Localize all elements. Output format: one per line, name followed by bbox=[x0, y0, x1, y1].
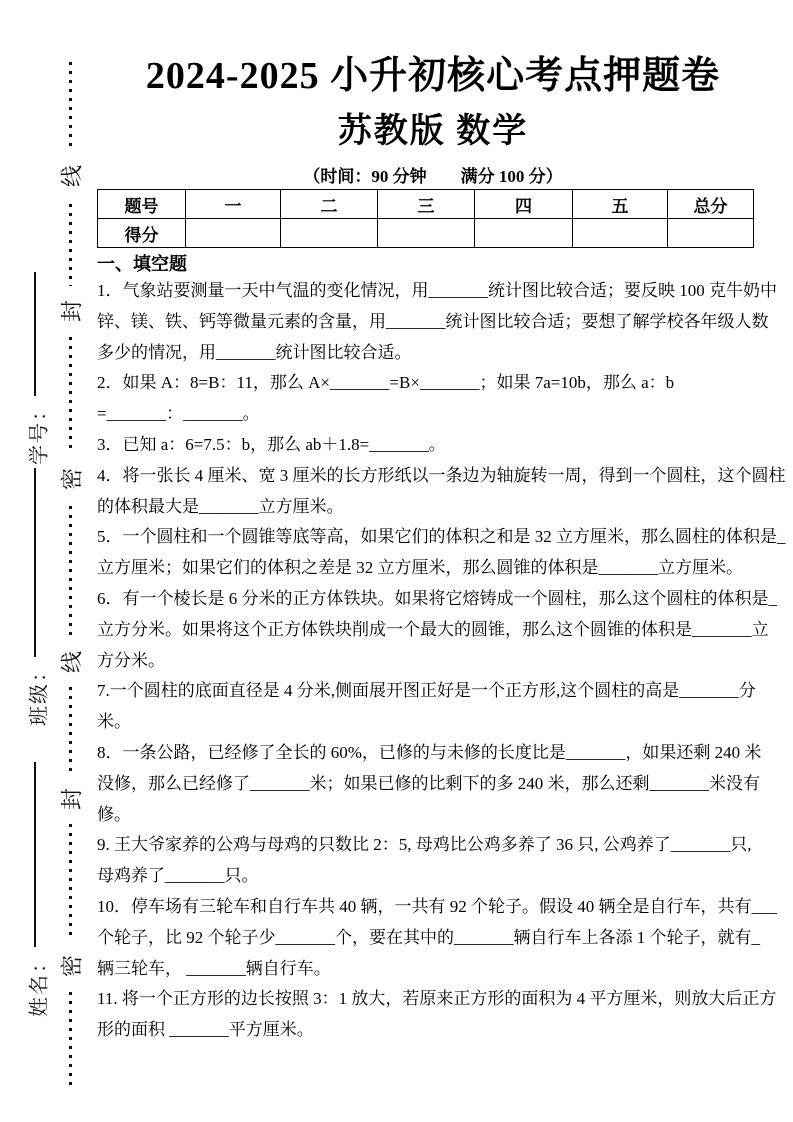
seal-char: 密 bbox=[59, 467, 85, 491]
question-line: 立方厘米；如果它们的体积之差是 32 立方厘米，那么圆锥的体积是_______立方厘米。 bbox=[97, 558, 743, 578]
page-subtitle: 苏教版 数学 bbox=[337, 113, 529, 150]
seal-dotted-line bbox=[69, 204, 72, 286]
question-line: 4．将一张长 4 厘米、宽 3 厘米的长方形纸以一条边为轴旋转一周，得到一个圆柱，这个圆柱 bbox=[97, 465, 786, 485]
question-line: 9. 王大爷家养的公鸡与母鸡的只数比 2：5, 母鸡比公鸡多养了 36 只, 公鸡养了_______只, bbox=[97, 835, 752, 855]
seal-dotted-line bbox=[69, 62, 72, 150]
question-line: 2．如果 A：8=B：11，那么 A×_______=B×_______；如果 7a=10b，那么 a：b bbox=[97, 373, 675, 393]
seal-dotted-line bbox=[69, 824, 72, 940]
score-table-header-cell: 总分 bbox=[668, 190, 754, 219]
question-8 bbox=[97, 738, 769, 830]
question-line: 立方分米。如果将这个正方体铁块削成一个最大的圆锥，那么这个圆锥的体积是_______立 bbox=[97, 619, 769, 639]
question-line: 多少的情况，用_______统计图比较合适。 bbox=[97, 342, 412, 362]
score-table-header-cell: 五 bbox=[573, 190, 668, 219]
seal-char: 线 bbox=[59, 164, 85, 188]
exam-content bbox=[97, 0, 786, 1046]
question-line: 没修，那么已经修了_______米；如果已修的比剩下的多 240 米，那么还剩_______米没有 bbox=[97, 773, 760, 793]
question-line: 1．气象站要测量一天中气温的变化情况，用_______统计图比较合适；要反映 100 克牛奶中 bbox=[97, 281, 777, 300]
question-line: 锌、镁、铁、钙等微量元素的含量，用_______统计图比较合适；要想了解学校各年级人数 bbox=[97, 311, 769, 331]
question-line: 米。 bbox=[97, 712, 131, 732]
section-title: 一、填空题 bbox=[97, 254, 187, 274]
question-7 bbox=[97, 676, 769, 738]
question-line: 母鸡养了_______只。 bbox=[97, 866, 259, 886]
score-table-header-cell: 一 bbox=[186, 190, 281, 219]
score-cell bbox=[475, 219, 573, 248]
seal-char: 密 bbox=[59, 954, 85, 978]
score-table-header-row bbox=[98, 190, 754, 219]
question-2 bbox=[97, 368, 769, 430]
question-10 bbox=[97, 892, 777, 984]
exam-meta: （时间：90 分钟 满分 100 分） bbox=[303, 167, 563, 186]
score-cell bbox=[281, 219, 378, 248]
question-list bbox=[97, 276, 786, 1046]
question-9 bbox=[97, 830, 769, 892]
seal-dotted-line bbox=[69, 506, 72, 636]
student-id-fill-line bbox=[34, 272, 36, 396]
class-fill-line bbox=[34, 468, 36, 657]
question-11 bbox=[97, 984, 777, 1046]
question-line: 10．停车场有三轮车和自行车共 40 辆，一共有 92 个轮子。假设 40 辆全是自行车，共有___ bbox=[97, 896, 777, 916]
question-line: 的体积最大是_______立方厘米。 bbox=[97, 496, 344, 516]
question-3 bbox=[97, 430, 769, 461]
class-label: 班级： bbox=[28, 660, 51, 726]
score-cell bbox=[573, 219, 668, 248]
seal-char: 封 bbox=[59, 299, 85, 323]
page-title: 2024-2025 小升初核心考点押题卷 bbox=[145, 55, 721, 97]
score-table bbox=[97, 189, 754, 248]
question-line: 修。 bbox=[97, 804, 131, 824]
question-line: =_______：_______。 bbox=[97, 404, 260, 424]
question-line: 个轮子，比 92 个轮子少_______个，要在其中的_______辆自行车上各添 1 个轮子，就有_ bbox=[97, 927, 760, 947]
score-table-header-cell: 四 bbox=[475, 190, 573, 219]
score-table-header-cell: 题号 bbox=[98, 190, 186, 219]
name-label: 姓名： bbox=[28, 951, 51, 1017]
seal-char: 封 bbox=[59, 787, 85, 811]
score-table-header-cell: 二 bbox=[281, 190, 378, 219]
question-line: 5．一个圆柱和一个圆锥等底等高，如果它们的体积之和是 32 立方厘米，那么圆柱的体积是_ bbox=[97, 527, 786, 547]
question-line: 3．已知 a：6=7.5：b，那么 ab＋1.8=_______。 bbox=[97, 434, 446, 454]
score-cell bbox=[378, 219, 475, 248]
question-line: 11. 将一个正方形的边长按照 3：1 放大，若原来正方形的面积为 4 平方厘米，则放大后正方 bbox=[97, 989, 777, 1009]
question-5 bbox=[97, 522, 786, 584]
seal-dotted-line bbox=[69, 992, 72, 1090]
student-id-label: 学号： bbox=[28, 399, 51, 465]
question-line: 形的面积 _______平方厘米。 bbox=[97, 1020, 314, 1040]
question-line: 6．有一个棱长是 6 分米的正方体铁块。如果将它熔铸成一个圆柱，那么这个圆柱的体积是_ bbox=[97, 588, 777, 608]
question-line: 7.一个圆柱的底面直径是 4 分米,侧面展开图正好是一个正方形,这个圆柱的高是_______分 bbox=[97, 681, 756, 701]
question-line: 8．一条公路，已经修了全长的 60%，已修的与未修的长度比是_______，如果还剩 240 米 bbox=[97, 742, 762, 762]
question-line: 方分米。 bbox=[97, 650, 165, 670]
question-4 bbox=[97, 461, 786, 523]
question-1 bbox=[97, 276, 777, 368]
question-6 bbox=[97, 584, 777, 676]
question-line: 辆三轮车， _______辆自行车。 bbox=[97, 958, 331, 978]
name-fill-line bbox=[34, 762, 36, 947]
score-cell bbox=[668, 219, 754, 248]
score-cell bbox=[186, 219, 281, 248]
seal-char: 线 bbox=[59, 650, 85, 674]
score-table-header-cell: 三 bbox=[378, 190, 475, 219]
score-row-label: 得分 bbox=[98, 219, 186, 248]
seal-dotted-line bbox=[69, 687, 72, 773]
score-table-score-row bbox=[98, 219, 754, 248]
seal-dotted-line bbox=[69, 337, 72, 453]
